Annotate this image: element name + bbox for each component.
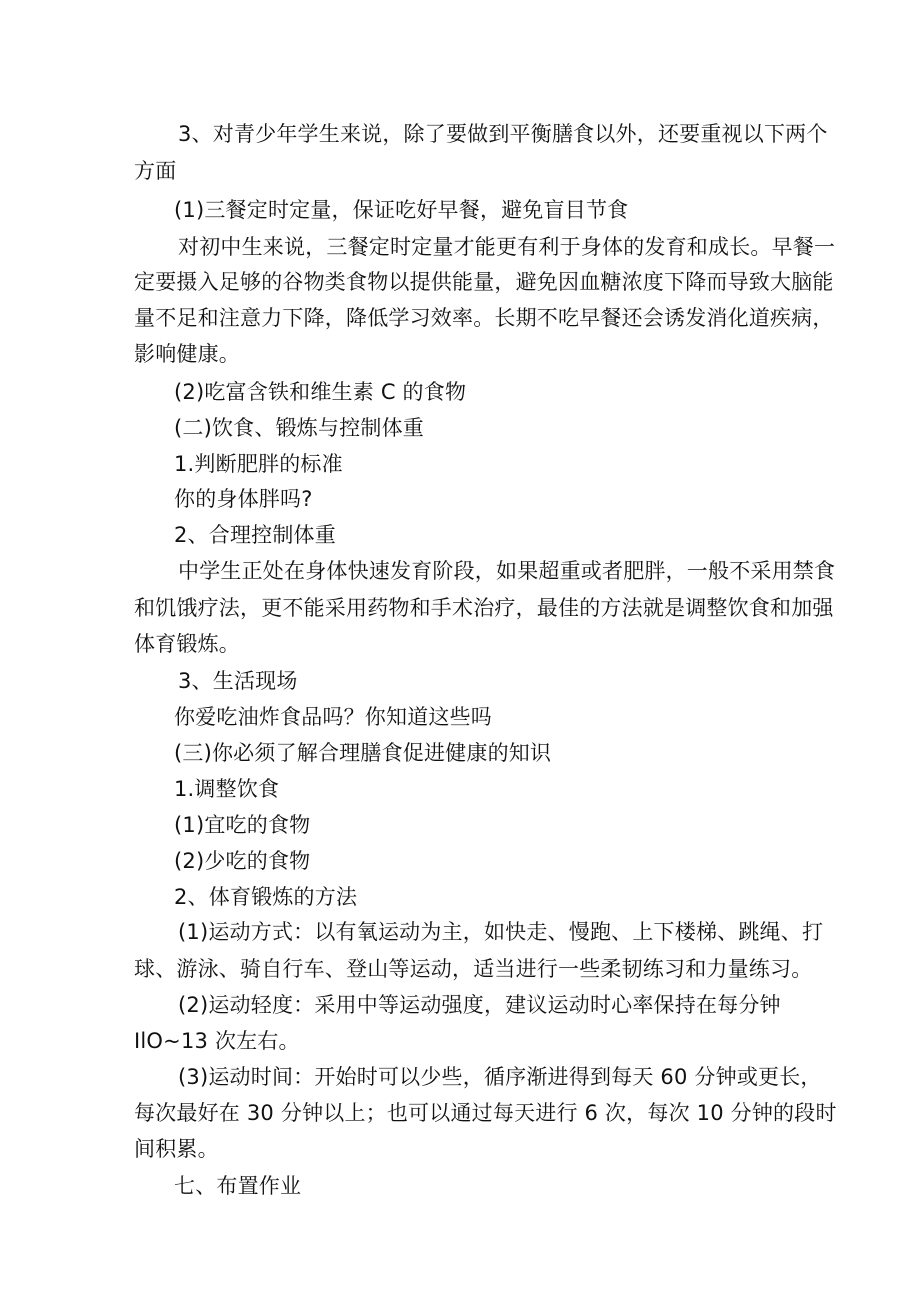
text-line: 和饥饿疗法，更不能采用药物和手术治疗，最佳的方法就是调整饮食和加强 — [134, 596, 834, 620]
text-line: (三)你必须了解合理膳食促进健康的知识 — [174, 741, 552, 765]
text-line: (3)运动时间：开始时可以少些，循序渐进得到每天 60 分钟或更长， — [178, 1065, 822, 1089]
text-line: (1)运动方式：以有氧运动为主，如快走、慢跑、上下楼梯、跳绳、打 — [178, 920, 824, 944]
text-line: 3、生活现场 — [178, 669, 298, 693]
text-line: 七、布置作业 — [174, 1174, 302, 1198]
text-line: 你的身体胖吗? — [174, 487, 313, 511]
text-line: 3、对青少年学生来说，除了要做到平衡膳食以外，还要重视以下两个 — [178, 122, 828, 146]
text-line: (1)宜吃的食物 — [174, 813, 311, 837]
text-line: 2、体育锻炼的方法 — [174, 885, 358, 909]
text-line: 2、合理控制体重 — [174, 523, 336, 547]
text-line: 你爱吃油炸食品吗？你知道这些吗 — [174, 705, 492, 729]
text-line: 每次最好在 30 分钟以上；也可以通过每天进行 6 次，每次 10 分钟的段时 — [134, 1101, 837, 1125]
text-line: (二)饮食、锻炼与控制体重 — [174, 416, 424, 440]
text-line: 影响健康。 — [134, 342, 240, 366]
text-line: 间积累。 — [134, 1137, 219, 1161]
text-line: 体育锻炼。 — [134, 632, 240, 656]
text-line: 1.判断肥胖的标准 — [174, 452, 343, 476]
text-line: (2)运动轻度：采用中等运动强度，建议运动时心率保持在每分钟 — [178, 993, 781, 1017]
text-line: 球、游泳、骑自行车、登山等运动，适当进行一些柔韧练习和力量练习。 — [134, 957, 813, 981]
text-line: 方面 — [134, 159, 177, 183]
text-line: (2)少吃的食物 — [174, 849, 311, 873]
text-line: (1)三餐定时定量，保证吃好早餐，避免盲目节食 — [174, 198, 629, 222]
text-line: (2)吃富含铁和维生素 C 的食物 — [174, 380, 467, 404]
text-line: 对初中生来说，三餐定时定量才能更有利于身体的发育和成长。早餐一 — [178, 235, 836, 259]
text-line: 定要摄入足够的谷物类食物以提供能量，避免因血糖浓度下降而导致大脑能 — [134, 270, 834, 294]
text-line: IlO~13 次左右。 — [134, 1029, 300, 1053]
text-line: 1.调整饮食 — [174, 777, 280, 801]
text-line: 量不足和注意力下降，降低学习效率。长期不吃早餐还会诱发消化道疾病， — [134, 306, 834, 330]
text-line: 中学生正处在身体快速发育阶段，如果超重或者肥胖，一般不采用禁食 — [178, 559, 836, 583]
